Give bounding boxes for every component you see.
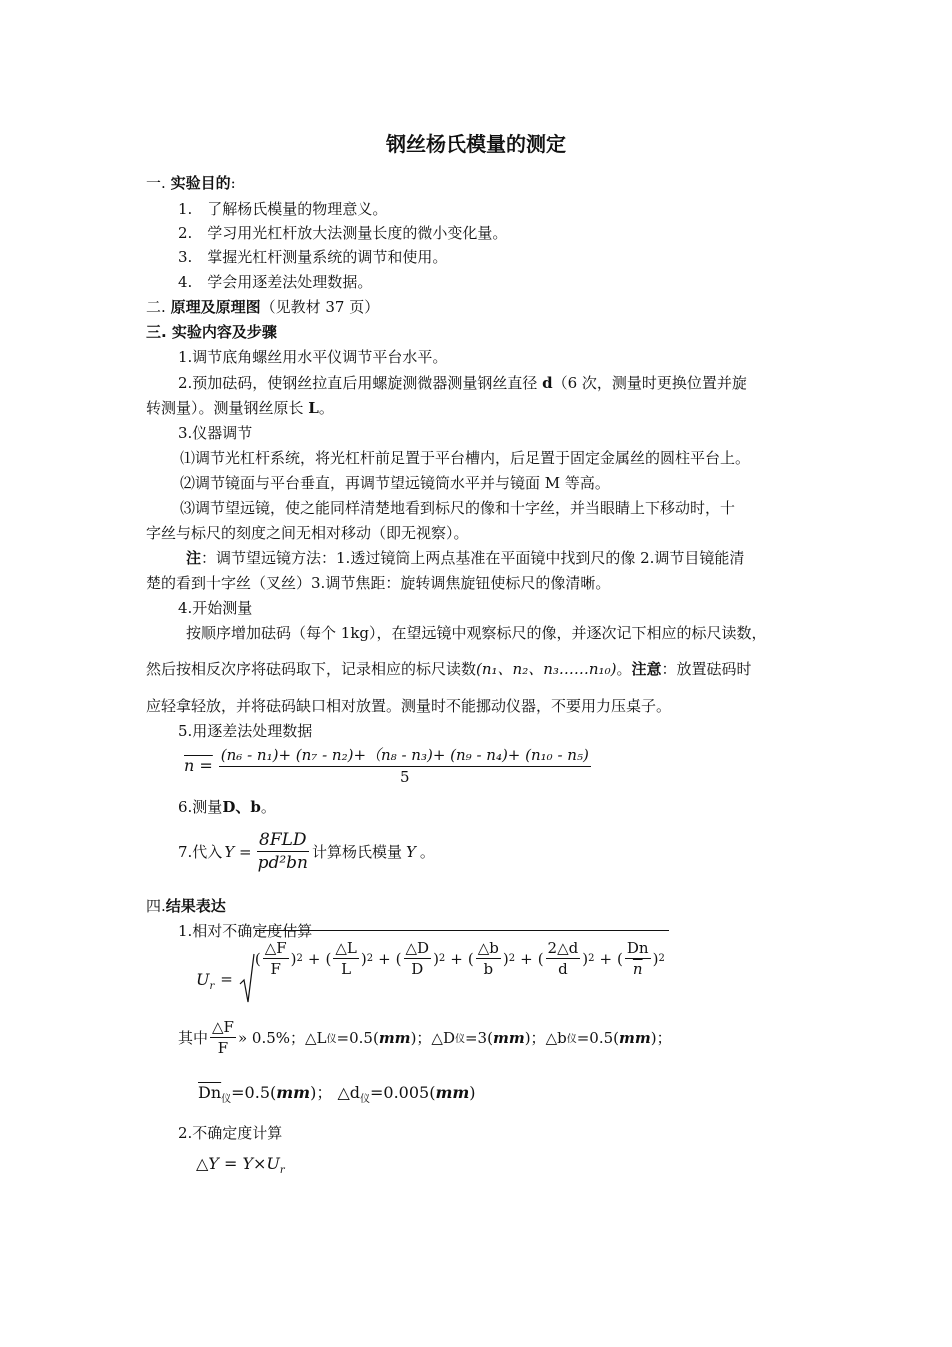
young-modulus-fraction [256, 830, 310, 873]
subscript: 仪 [454, 1034, 465, 1045]
section-1-heading [146, 172, 236, 193]
paren: ) [582, 949, 589, 968]
text: △D [431, 1028, 455, 1047]
where-fraction [210, 1018, 236, 1057]
text: 然后按相反次序将砝码取下，记录相应的标尺读数 [146, 660, 477, 678]
step-7 [178, 830, 435, 873]
term-denominator: D [411, 960, 424, 978]
text: △Y = Y×U [196, 1154, 280, 1173]
text: 。 [260, 798, 276, 816]
text: ：调节望远镜方法：1.透过镜筒上两点基准在平面镜中找到尺的像 2.调节目镜能清 [201, 549, 745, 567]
text: 。 [318, 399, 334, 417]
text: 计算杨氏模量 [311, 843, 402, 861]
term-numerator: △L [335, 939, 357, 957]
step-2-line-1 [178, 372, 747, 393]
section-number: 四. [146, 897, 166, 915]
formula-denominator: pd²bn [257, 853, 308, 873]
step-3c-line-1: ⑶调节望远镜，使之能同样清楚地看到标尺的像和十字丝，并当眼睛上下移动时，十 [180, 499, 736, 517]
result-1: 1.相对不确定度估算 [178, 922, 313, 940]
term-numerator: △b [477, 939, 499, 957]
term-denominator: L [341, 960, 352, 978]
paren: ) [502, 949, 509, 968]
step-3b: ⑵调节镜面与平台垂直，再调节望远镜筒水平并与镜面 M 等高。 [180, 474, 610, 492]
unit: mm [435, 1083, 470, 1102]
step-4-line-2 [146, 658, 751, 679]
plus-sign: + [307, 949, 321, 968]
unit: mm [276, 1083, 311, 1102]
uncertainty-term [333, 939, 359, 978]
symbol-d: d [542, 374, 553, 392]
ur-subscript: r [209, 981, 215, 992]
section-title: 原理及原理图 [170, 298, 261, 316]
paren: ) [433, 949, 439, 968]
text: =3( [464, 1028, 493, 1047]
term-numerator: 2△d [547, 939, 579, 957]
where-line-1 [178, 1018, 672, 1057]
step-4-line-1: 按顺序增加砝码（每个 1kg），在望远镜中观察标尺的像，并逐次记下相应的标尺读数， [186, 624, 767, 642]
aim-item-4: 4. 学会用逐差法处理数据。 [178, 273, 373, 291]
paren: ( [617, 949, 623, 968]
text: 其中 [178, 1029, 209, 1047]
term-numerator: Dn [626, 939, 649, 957]
square-exponent: 2 [588, 953, 595, 964]
unit: mm [618, 1028, 651, 1047]
square-exponent: 2 [438, 953, 446, 964]
text: )； [410, 1029, 432, 1047]
aim-item-2: 2. 学习用光杠杆放大法测量长度的微小变化量。 [178, 224, 508, 242]
aim-item-3: 3. 掌握光杠杆测量系统的调节和使用。 [178, 248, 448, 266]
term-numerator: △D [405, 939, 430, 957]
symbols: D、b [222, 798, 261, 816]
attention-label: 注意 [631, 660, 662, 678]
unit: mm [492, 1028, 525, 1047]
ur-symbol: U [196, 969, 210, 989]
step-5: 5.用逐差法处理数据 [178, 722, 313, 740]
plus-sign: + [450, 949, 463, 968]
note-line-1 [186, 547, 744, 568]
section-4-heading [146, 895, 226, 916]
plus-sign: + [520, 949, 533, 968]
uncertainty-term [625, 939, 651, 978]
text: $\overline{Dn}$ [198, 1083, 222, 1102]
text: 2.预加砝码，使钢丝拉直后用螺旋测微器测量钢丝直径 [178, 374, 538, 392]
paren: ( [325, 949, 332, 968]
formula-fraction [219, 744, 591, 786]
square-exponent: 2 [296, 953, 303, 964]
text: =0.5( [336, 1028, 379, 1047]
section-2-heading [146, 296, 379, 317]
step-3c-line-2: 字丝与标尺的刻度之间无相对移动（即无视察）。 [146, 524, 469, 542]
successive-difference-formula [184, 744, 593, 786]
symbol-Y: Y [406, 842, 416, 861]
formula-lhs: n = [184, 755, 213, 775]
square-exponent: 2 [508, 953, 516, 964]
text: ) [469, 1083, 476, 1102]
step-1: 1.调节底角螺丝用水平仪调节平台水平。 [178, 348, 448, 366]
text: » 0.5%；△L [237, 1029, 327, 1047]
text: =0.5( [231, 1083, 277, 1102]
text: 。 [419, 843, 435, 861]
aim-item-1: 1. 了解杨氏模量的物理意义。 [178, 200, 388, 218]
text: △d [337, 1083, 360, 1102]
paren: ( [467, 949, 474, 968]
where-line-2 [198, 1080, 476, 1105]
readings-notation: (n₁、n₂、n₃……n₁₀) [476, 660, 617, 678]
term-denominator: d [558, 960, 568, 978]
section-number: 一. [146, 174, 166, 192]
unit: mm [378, 1028, 411, 1047]
subscript: 仪 [566, 1034, 577, 1045]
paren: ) [360, 949, 367, 968]
text: )； [650, 1029, 672, 1047]
paren: ( [395, 949, 402, 968]
text: （6 次，测量时更换位置并旋 [552, 374, 747, 392]
symbol-L: L [308, 399, 319, 417]
sqrt-content [255, 930, 669, 978]
fraction-numerator: △F [212, 1018, 234, 1036]
paren: ) [290, 949, 297, 968]
uncertainty-term [476, 939, 501, 978]
plus-sign: + [378, 949, 391, 968]
step-4: 4.开始测量 [178, 599, 253, 617]
term-denominator: F [270, 960, 281, 978]
section-number: 二. [146, 298, 166, 316]
section-3-heading: 三. 实验内容及步骤 [146, 323, 277, 341]
formula-numerator: (n₆ - n₁)+ (n₇ - n₂)+（n₈ - n₃)+ (n₉ - n₄)+ (n₁₀ - n₅) [219, 744, 591, 767]
section-note: （见教材 37 页） [260, 298, 380, 316]
paren: ( [254, 949, 261, 968]
term-denominator: n [632, 960, 643, 978]
colon: : [230, 174, 236, 192]
sqrt-icon [239, 952, 255, 1006]
term-numerator: △F [264, 939, 287, 957]
text: )； [310, 1083, 333, 1102]
paren: ) [652, 949, 659, 968]
text: )； [524, 1029, 546, 1047]
term-denominator: b [483, 960, 494, 978]
text: =0.5( [576, 1028, 619, 1047]
subscript: 仪 [359, 1094, 370, 1106]
section-title: 实验目的 [170, 174, 231, 192]
text: ：放置砝码时 [661, 660, 752, 678]
page-title: 钢丝杨氏模量的测定 [386, 132, 566, 156]
uncertainty-formula [196, 1154, 285, 1176]
uncertainty-term [263, 939, 289, 978]
result-2: 2.不确定度计算 [178, 1124, 283, 1142]
note-label: 注 [186, 549, 202, 567]
subscript: 仪 [326, 1034, 337, 1045]
text: =0.005( [369, 1083, 436, 1102]
step-4-line-3: 应轻拿轻放，并将砝码缺口相对放置。测量时不能挪动仪器，不要用力压桌子。 [146, 697, 672, 715]
uncertainty-term [546, 939, 581, 978]
step-3a: ⑴调节光杠杆系统，将光杠杆前足置于平台槽内，后足置于固定金属丝的圆柱平台上。 [180, 449, 751, 467]
square-exponent: 2 [366, 953, 374, 964]
text: 。 [616, 660, 632, 678]
square-exponent: 2 [658, 953, 665, 964]
fraction-denominator: F [217, 1039, 229, 1057]
subscript: 仪 [221, 1094, 232, 1106]
text: 6.测量 [178, 798, 223, 816]
text: 转测量）。测量钢丝原长 [146, 399, 304, 417]
uncertainty-term [404, 939, 432, 978]
formula-numerator: 8FLD [259, 830, 307, 850]
section-title: 结果表达 [165, 897, 226, 915]
step-3: 3.仪器调节 [178, 424, 253, 442]
text: △b [545, 1028, 567, 1047]
step-6 [178, 796, 276, 817]
step-2-line-2 [146, 397, 334, 418]
paren: ( [537, 949, 544, 968]
equals-sign: = [220, 970, 233, 988]
text: 7.代入 [178, 843, 223, 861]
plus-sign: + [599, 949, 613, 968]
subscript: r [279, 1165, 285, 1177]
formula-denominator: 5 [400, 768, 410, 786]
note-line-2: 楚的看到十字丝（叉丝）3.调节焦距：旋转调焦旋钮使标尺的像清晰。 [146, 574, 611, 592]
formula-lhs: Y = [224, 842, 252, 861]
